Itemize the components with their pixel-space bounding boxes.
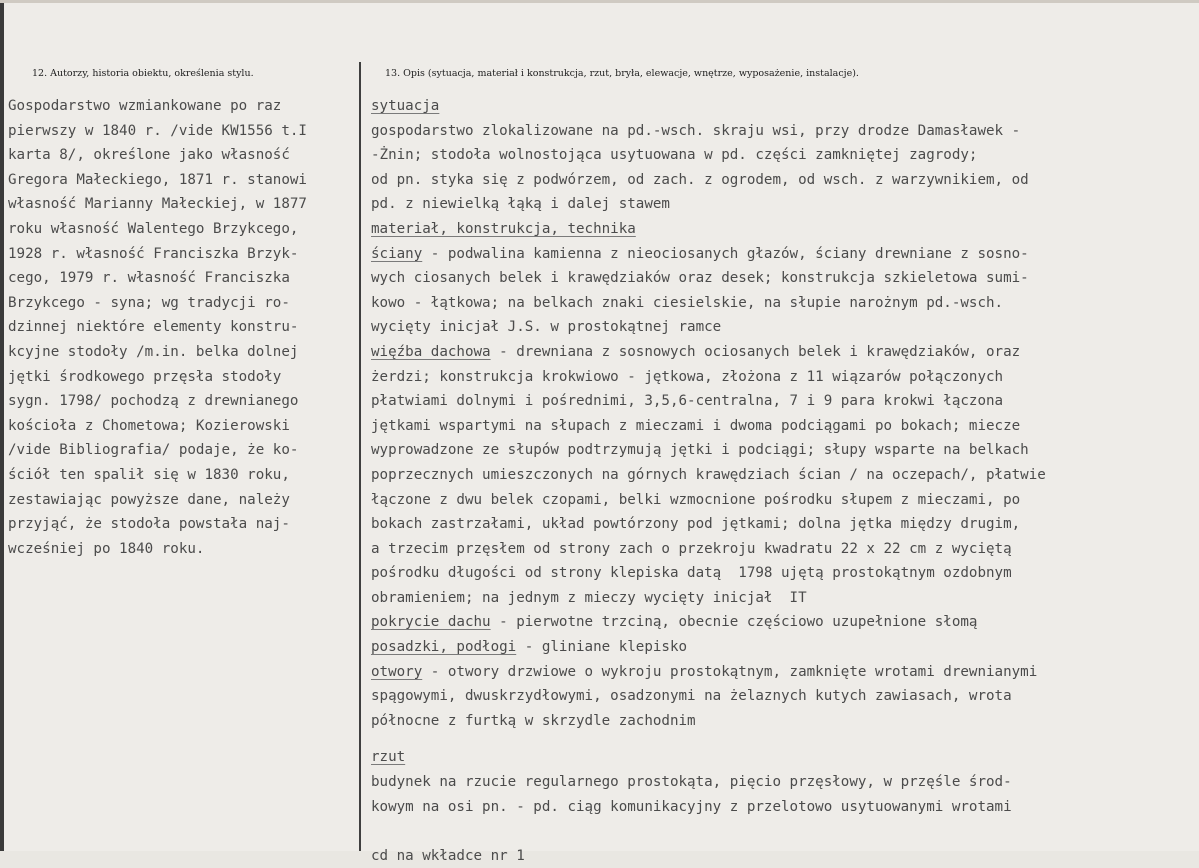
description-text-line	[371, 389, 1151, 414]
history-text-line: cego, 1979 r. własność Franciszka	[8, 270, 290, 287]
line-text: łączone z dwu belek czopami, belki wzmocnione pośrodku słupem z mieczami, po	[371, 491, 1021, 508]
history-text-line: ściół ten spalił się w 1830 roku,	[8, 466, 290, 483]
description-text-line	[371, 488, 1151, 513]
line-text: wych ciosanych belek i krawędziaków oraz desek; konstrukcja szkieletowa sumi-	[371, 270, 1029, 287]
section-12-header: 12. Autorzy, historia obiektu, określenia stylu.	[32, 68, 254, 79]
line-text: pd. z niewielką łąką i dalej stawem	[371, 196, 670, 213]
line-text: żerdzi; konstrukcja krokwiowo - jętkowa, złożona z 11 wiązarów połączonych	[371, 368, 1004, 385]
line-text: - gliniane klepisko	[516, 639, 688, 656]
history-text-line: roku własność Walentego Brzykcego,	[8, 220, 299, 237]
underlined-term: rzut	[371, 749, 406, 766]
history-text-line: kościoła z Chometowa; Kozierowski	[8, 417, 290, 434]
history-text-line: jętki środkowego przęsła stodoły	[8, 368, 282, 385]
line-text: kowym na osi pn. - pd. ciąg komunikacyjny z przelotowo usytuowanymi wrotami	[371, 798, 1012, 815]
description-text-line	[371, 315, 1151, 340]
line-text: cd na wkładce nr 1	[371, 847, 525, 864]
line-text: wycięty inicjał J.S. w prostokątnej ramce	[371, 319, 722, 336]
history-text-line: zestawiając powyższe dane, należy	[8, 491, 290, 508]
line-text: północne z furtką w skrzydle zachodnim	[371, 712, 696, 729]
description-text-line	[371, 635, 1151, 660]
section-heading	[371, 94, 1151, 119]
line-text: jętkami wspartymi na słupach z mieczami i dwoma podciągami po bokach; miecze	[371, 417, 1021, 434]
line-text: spągowymi, dwuskrzydłowymi, osadzonymi na żelaznych kutych zawiasach, wrota	[371, 688, 1012, 705]
line-text: - otwory drzwiowe o wykroju prostokątnym, zamknięte wrotami drewnianymi	[422, 663, 1038, 680]
description-text-line	[371, 291, 1151, 316]
description-text-line	[371, 340, 1151, 365]
line-text: pośrodku długości od strony klepiska datą 1798 ujętą prostokątnym ozdobnym	[371, 565, 1012, 582]
underlined-term: posadzki, podłogi	[371, 639, 517, 656]
line-text: kowo - łątkowa; na belkach znaki ciesielskie, na słupie narożnym pd.-wsch.	[371, 294, 1004, 311]
line-text: bokach zastrzałami, układ powtórzony pod jętkami; dolna jętka między drugim,	[371, 516, 1021, 533]
underlined-term: sytuacja	[371, 98, 440, 114]
page-left-edge	[0, 0, 4, 851]
line-text: poprzecznych umieszczonych na górnych krawędziach ścian / na oczepach/, płatwie	[371, 466, 1046, 483]
description-text-line	[371, 819, 1151, 844]
description-text-line	[371, 795, 1151, 820]
history-text-line: wcześniej po 1840 roku.	[8, 540, 205, 557]
line-text: obramieniem; na jednym z mieczy wycięty inicjał IT	[371, 589, 807, 606]
description-text-line	[371, 266, 1151, 291]
history-text-line: kcyjne stodoły /m.in. belka dolnej	[8, 343, 299, 360]
page-top-edge	[0, 0, 1199, 3]
line-text: a trzecim przęsłem od strony zach o przekroju kwadratu 22 x 22 cm z wyciętą	[371, 540, 1012, 557]
history-text-line: sygn. 1798/ pochodzą z drewnianego	[8, 393, 299, 410]
description-text-line	[371, 119, 1151, 144]
history-text-line: 1928 r. własność Franciszka Brzyk-	[8, 245, 299, 262]
line-text: wyprowadzone ze słupów podtrzymują jętki i podciągi; słupy wsparte na belkach	[371, 442, 1029, 459]
history-text-line: przyjąć, że stodoła powstała naj-	[8, 516, 290, 533]
history-text-line: /vide Bibliografia/ podaje, że ko-	[8, 442, 299, 459]
history-text-line: pierwszy w 1840 r. /vide KW1556 t.I	[8, 122, 307, 139]
section-gap	[371, 733, 1151, 745]
line-text: -Żnin; stodoła wolnostojąca usytuowana w pd. części zamkniętej zagrody;	[371, 147, 978, 164]
section-heading	[371, 745, 1151, 770]
description-text-line	[371, 414, 1151, 439]
description-text-line	[371, 168, 1151, 193]
description-text-line	[371, 770, 1151, 795]
section-13-header: 13. Opis (sytuacja, materiał i konstrukcja, rzut, bryła, elewacje, wnętrze, wyposażenie, instalacje).	[385, 68, 859, 79]
underlined-term: otwory	[371, 663, 423, 680]
line-text: płatwiami dolnymi i pośrednimi, 3,5,6-centralna, 7 i 9 para krokwi łączona	[371, 393, 1004, 410]
description-text-line	[371, 192, 1151, 217]
line-text: od pn. styka się z podwórzem, od zach. z ogrodem, od wsch. z warzywnikiem, od	[371, 171, 1029, 188]
history-column	[8, 94, 358, 561]
line-text: gospodarstwo zlokalizowane na pd.-wsch. skraju wsi, przy drodze Damasławek -	[371, 122, 1021, 139]
description-text-line	[371, 660, 1151, 685]
description-text-line	[371, 242, 1151, 267]
line-text: - drewniana z sosnowych ociosanych belek i krawędziaków, oraz	[490, 343, 1021, 360]
description-text-line	[371, 438, 1151, 463]
description-text-line	[371, 463, 1151, 488]
description-text-line	[371, 610, 1151, 635]
history-text-line: karta 8/, określone jako własność	[8, 147, 290, 164]
line-text: budynek na rzucie regularnego prostokąta, pięcio przęsłowy, w przęśle środ-	[371, 774, 1012, 791]
description-text-line	[371, 537, 1151, 562]
history-text-line: Brzykcego - syna; wg tradycji ro-	[8, 294, 290, 311]
description-text-line	[371, 844, 1151, 868]
underlined-term: materiał, konstrukcja, technika	[371, 220, 636, 237]
description-text-line	[371, 561, 1151, 586]
description-text-line	[371, 684, 1151, 709]
history-text-line: Gregora Małeckiego, 1871 r. stanowi	[8, 171, 307, 188]
description-text-line	[371, 365, 1151, 390]
description-text-line	[371, 143, 1151, 168]
column-divider	[359, 62, 361, 851]
description-text-line	[371, 586, 1151, 611]
underlined-term: więźba dachowa	[371, 343, 491, 360]
description-column	[371, 94, 1151, 868]
description-text-line	[371, 512, 1151, 537]
underlined-term: ściany	[371, 245, 423, 262]
line-text: - pierwotne trzciną, obecnie częściowo uzupełnione słomą	[490, 614, 978, 631]
history-text-line: dzinnej niektóre elementy konstru-	[8, 319, 299, 336]
line-text: - podwalina kamienna z nieociosanych głazów, ściany drewniane z sosno-	[422, 245, 1029, 262]
section-heading	[371, 217, 1151, 242]
underlined-term: pokrycie dachu	[371, 614, 491, 631]
history-text-line: Gospodarstwo wzmiankowane po raz	[8, 98, 282, 114]
description-text-line	[371, 709, 1151, 734]
history-text-line: własność Marianny Małeckiej, w 1877	[8, 196, 307, 213]
